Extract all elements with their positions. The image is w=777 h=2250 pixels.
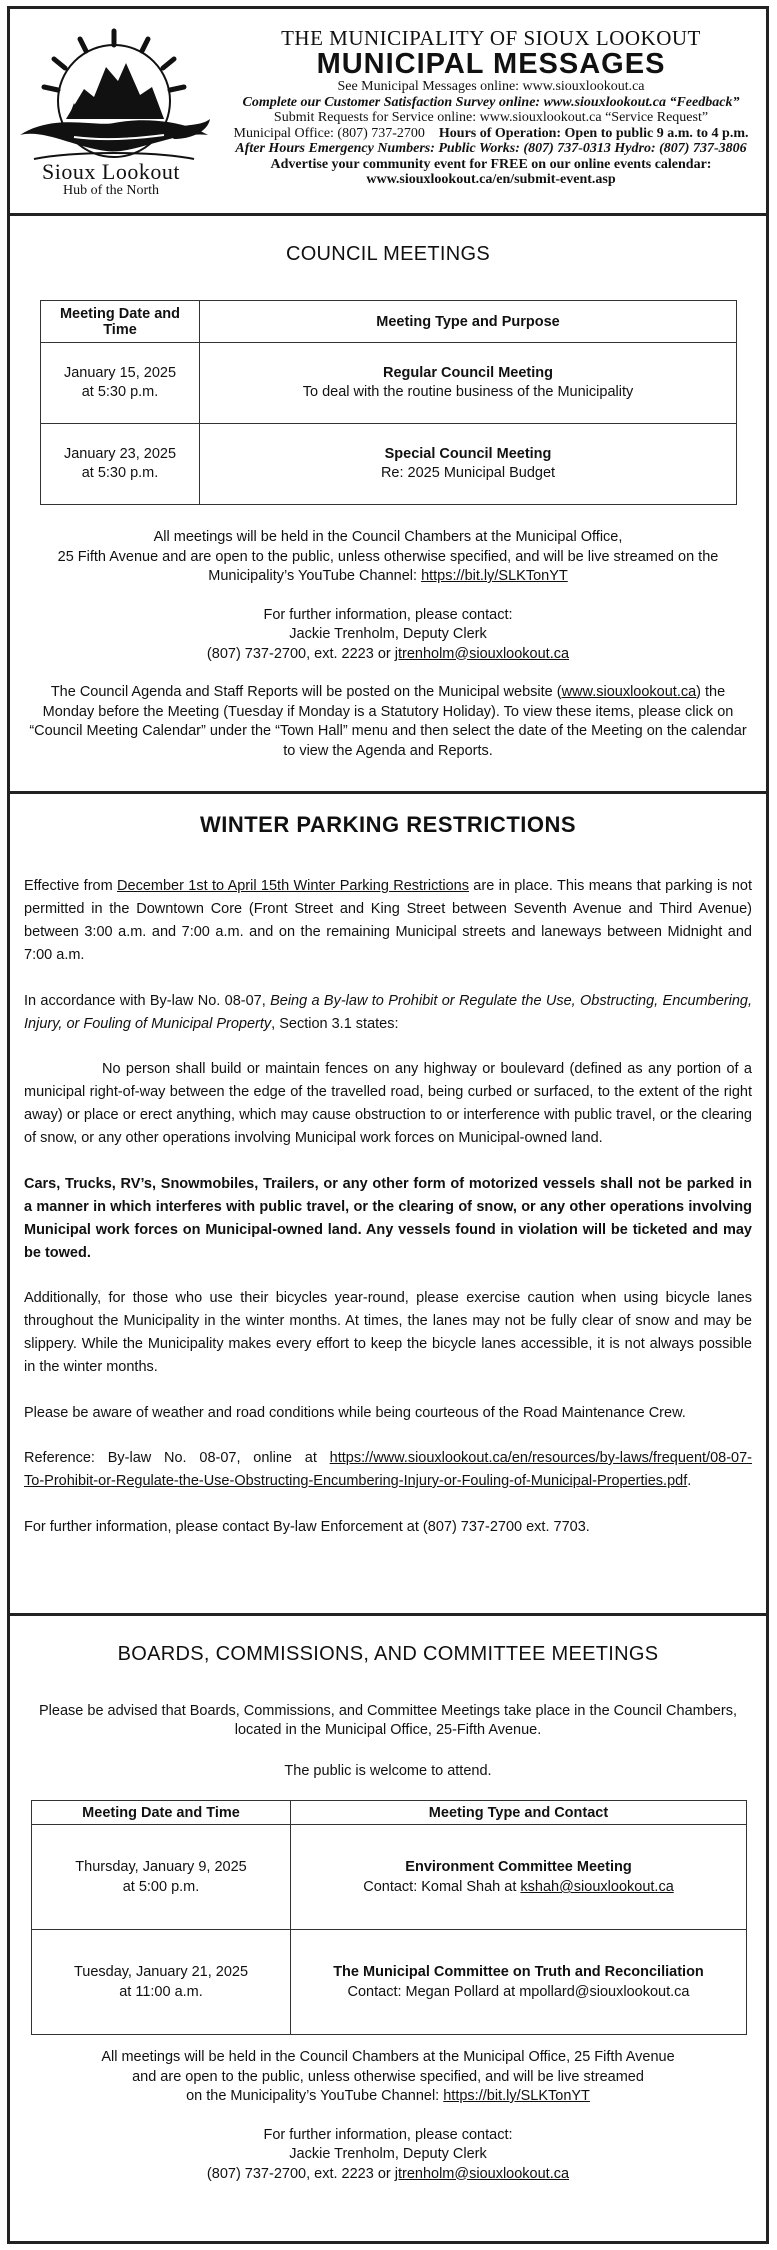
logo-name: Sioux Lookout <box>42 159 180 184</box>
boards-intro <box>24 1702 752 1803</box>
meeting-type: Regular Council Meeting <box>383 365 553 381</box>
meeting-time: at 5:00 p.m. <box>122 1879 200 1895</box>
meeting-type: The Municipal Committee on Truth and Reconciliation <box>333 1964 704 1980</box>
council-meetings-title: COUNCIL MEETINGS <box>285 243 491 265</box>
meeting-purpose: Re: 2025 Municipal Budget <box>380 465 556 481</box>
restriction-period: December 1st to April 15th Winter Parking Restrictions <box>117 878 469 894</box>
meeting-type-cell <box>291 1930 747 2035</box>
parking-warning: Cars, Trucks, RV’s, Snowmobiles, Trailers, or any other form of motorized vessels shall not be parked in a manner in which interferes with public travel, or the clearing of snow, or any other operations involving Municipal work forces on Municipal-owned land. Any vessels found in violation will be ticketed and may be towed. <box>24 1175 752 1261</box>
emergency-numbers-line: After Hours Emergency Numbers: Public Works: (807) 737-0313 Hydro: (807) 737-3806 <box>235 141 747 156</box>
contact-text: Contact: Komal Shah at <box>363 1879 521 1895</box>
contact-line: For further information, please contact: <box>263 2126 513 2143</box>
table-row <box>41 343 737 424</box>
text: , Section 3.1 states: <box>271 1015 399 1032</box>
agenda-note <box>24 683 752 761</box>
online-messages-line: See Municipal Messages online: www.siouxlookout.ca <box>337 79 645 94</box>
table-row <box>41 424 737 505</box>
contact-phone: (807) 737-2700, ext. 2223 or <box>206 645 391 662</box>
contact-name: Jackie Trenholm, Deputy Clerk <box>289 2146 487 2162</box>
meeting-type: Special Council Meeting <box>384 446 552 462</box>
contact-info <box>24 2126 752 2185</box>
table-header-row <box>41 301 737 343</box>
paragraph: Additionally, for those who use their bicycles year-round, please exercise caution when using bicycle lanes throughout the Municipality in the winter months. At times, the lanes may not be fully clear of snow and may be slippery. While the Municipality makes every effort to keep the bicycle lanes accessible, it is not always possible in the winter months. <box>24 1290 752 1375</box>
agenda-text: ) the Monday before the Meeting (Tuesday if Monday is a Statutory Holiday). To view these items, please click on “Council Meeting Calendar” under the “Town Hall” menu and then select the date of the Meeting on the calendar to view the Agenda and Reports. <box>29 684 747 759</box>
youtube-link[interactable]: https://bit.ly/SLKTonYT <box>443 2088 590 2104</box>
column-header: Meeting Date and Time <box>32 1801 291 1825</box>
meeting-contact: Contact: Megan Pollard at mpollard@siouxlookout.ca <box>347 1984 690 2000</box>
text: Effective from <box>24 878 118 894</box>
advertise-line: Advertise your community event for FREE on our online events calendar: <box>270 156 712 172</box>
text: Reference: By-law No. 08-07, online at <box>24 1450 330 1466</box>
masthead-text <box>216 27 766 188</box>
office-phone: Municipal Office: (807) 737-2700 <box>233 125 425 141</box>
service-request-line: Submit Requests for Service online: www.siouxlookout.ca “Service Request” <box>273 110 709 125</box>
note-line: and are open to the public, unless otherwise specified, and will be live streamed <box>132 2068 644 2085</box>
boards-notes <box>24 2048 752 2203</box>
livestream-note <box>24 2048 752 2107</box>
note-line: 25 Fifth Avenue and are open to the public, unless otherwise specified, and will be live streamed on the <box>57 548 719 565</box>
contact-line: For further information, please contact: <box>263 606 513 623</box>
paragraph <box>24 990 752 1036</box>
table-row <box>32 1825 747 1930</box>
paragraph: Please be aware of weather and road conditions while being courteous of the Road Maintenance Crew. <box>24 1404 686 1421</box>
publication-title: MUNICIPAL MESSAGES <box>316 48 666 80</box>
column-header: Meeting Date and Time <box>41 301 200 343</box>
masthead <box>10 9 766 216</box>
email-link[interactable]: jtrenholm@siouxlookout.ca <box>394 645 570 662</box>
bylaw-quote: No person shall build or maintain fences on any highway or boulevard (defined as any portion of a municipal right-of-way between the edge of the travelled road, being curbed or surfaced, to the extent of the right away) or place or erect anything, which may cause obstruction to or interference with public travel, or the clearing of snow, or any other operations involving Municipal work forces on Municipal-owned land. <box>24 1061 752 1146</box>
intro-text: The public is welcome to attend. <box>284 1763 492 1779</box>
meeting-purpose: To deal with the routine business of the Municipality <box>302 384 634 400</box>
logo-tagline: Hub of the North <box>62 183 160 198</box>
column-header: Meeting Type and Purpose <box>200 301 737 343</box>
paragraph <box>24 875 752 967</box>
submit-event-url: www.siouxlookout.ca/en/submit-event.asp <box>366 172 616 187</box>
table-header-row <box>32 1801 747 1825</box>
livestream-note <box>24 528 752 587</box>
meeting-time: at 5:30 p.m. <box>81 465 159 481</box>
agenda-text: The Council Agenda and Staff Reports will be posted on the Municipal website ( <box>50 684 562 700</box>
note-line: All meetings will be held in the Council Chambers at the Municipal Office, 25 Fifth Avenue <box>101 2049 675 2065</box>
note-line: Municipality’s YouTube Channel: <box>208 568 418 584</box>
text: In accordance with By-law No. 08-07, <box>24 992 271 1009</box>
text: . <box>687 1473 692 1489</box>
logo-text <box>20 161 202 199</box>
meeting-time: at 5:30 p.m. <box>81 384 159 400</box>
note-line: on the Municipality’s YouTube Channel: <box>186 2088 440 2104</box>
intro-text <box>24 1702 752 1740</box>
contact-info <box>24 606 752 665</box>
bulletin-page <box>7 6 769 2244</box>
meeting-date: January 23, 2025 <box>63 446 177 462</box>
website-link[interactable]: www.siouxlookout.ca <box>561 684 697 700</box>
meeting-type-cell <box>200 343 737 424</box>
meeting-datetime-cell <box>41 343 200 424</box>
office-hours-line <box>216 126 766 142</box>
email-link[interactable]: kshah@siouxlookout.ca <box>520 1879 674 1895</box>
office-hours: Hours of Operation: Open to public 9 a.m. to 4 p.m. <box>438 125 749 141</box>
meeting-datetime-cell <box>41 424 200 505</box>
meeting-contact <box>292 1877 745 1897</box>
boards-meetings-section <box>10 1616 766 2241</box>
meeting-date: Tuesday, January 21, 2025 <box>73 1964 249 1980</box>
meeting-datetime-cell <box>32 1825 291 1930</box>
contact-name: Jackie Trenholm, Deputy Clerk <box>289 626 487 642</box>
boards-meetings-title: BOARDS, COMMISSIONS, AND COMMITTEE MEETINGS <box>117 1643 659 1665</box>
reference <box>24 1447 752 1493</box>
text: are in place. This means that parking is not permitted in the Downtown Core (Front Street and King Street between Seventh Avenue and Third Avenue) between 3:00 a.m. and 7:00 a.m. and on the remaining Municipal streets and laneways between Midnight and 7:00 a.m. <box>24 878 752 963</box>
meeting-type: Environment Committee Meeting <box>405 1859 632 1875</box>
council-notes <box>24 528 752 780</box>
boards-meetings-table <box>31 1800 747 2035</box>
meeting-type-cell <box>291 1825 747 1930</box>
text: located in the Municipal Office, 25-Fifth Avenue. <box>234 1722 542 1738</box>
municipality-name: THE MUNICIPALITY OF SIOUX LOOKOUT <box>281 26 701 50</box>
council-meetings-section <box>10 216 766 794</box>
bylaw-link[interactable]: https://www.siouxlookout.ca/en/resources/by-laws/frequent/08-07-To-Prohibit-or-Regulate-the-Use-Obstructing-Encumbering-Injury-or-Fouling-of-Municipal-Properties.pdf <box>24 1450 752 1489</box>
winter-parking-section <box>10 794 766 1616</box>
meeting-time: at 11:00 a.m. <box>119 1984 203 2000</box>
meeting-date: January 15, 2025 <box>63 365 177 381</box>
winter-parking-title: WINTER PARKING RESTRICTIONS <box>199 812 577 837</box>
paragraph: For further information, please contact By-law Enforcement at (807) 737-2700 ext. 7703. <box>24 1518 590 1535</box>
contact-phone: (807) 737-2700, ext. 2223 or <box>206 2165 391 2182</box>
council-meetings-table <box>40 300 737 505</box>
note-line: All meetings will be held in the Council Chambers at the Municipal Office, <box>153 529 623 545</box>
youtube-link[interactable]: https://bit.ly/SLKTonYT <box>421 568 568 584</box>
email-link[interactable]: jtrenholm@siouxlookout.ca <box>394 2165 570 2182</box>
meeting-date: Thursday, January 9, 2025 <box>75 1859 247 1875</box>
meeting-datetime-cell <box>32 1930 291 2035</box>
table-row <box>32 1930 747 2035</box>
column-header: Meeting Type and Contact <box>291 1801 747 1825</box>
bylaw-title: Being a By-law to Prohibit or Regulate the Use, Obstructing, Encumbering, Injury, or Fouling of Municipal Property <box>24 992 752 1032</box>
meeting-type-cell <box>200 424 737 505</box>
survey-line: Complete our Customer Satisfaction Survey online: www.siouxlookout.ca “Feedback” <box>242 94 740 110</box>
text: Please be advised that Boards, Commissions, and Committee Meetings take place in the Council Chambers, <box>39 1703 737 1719</box>
winter-parking-body <box>24 875 752 1561</box>
